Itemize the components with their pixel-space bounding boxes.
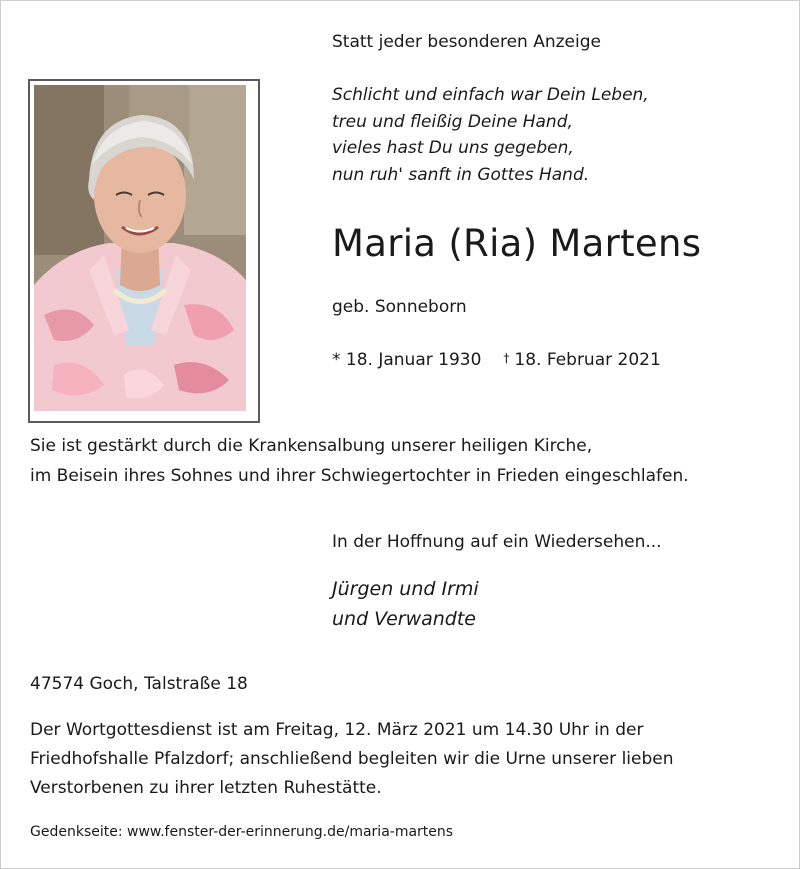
death-cross-symbol: † [503, 351, 510, 365]
death-date: 18. Februar 2021 [514, 350, 661, 370]
portrait-photo-frame [28, 79, 260, 423]
signer-line: Jürgen und Irmi [332, 578, 479, 600]
service-info [30, 716, 674, 803]
poem-line: treu und fleißig Deine Hand, [332, 111, 573, 132]
poem [332, 82, 649, 188]
life-dates [332, 350, 661, 370]
statement-line: im Beisein ihres Sohnes und ihrer Schwiegertochter in Frieden eingeschlafen. [30, 465, 689, 486]
birth-date: * 18. Januar 1930 [332, 350, 482, 370]
poem-line: nun ruh' sanft in Gottes Hand. [332, 164, 590, 185]
poem-line: vieles hast Du uns gegeben, [332, 138, 574, 158]
notice-header: Statt jeder besonderen Anzeige [332, 32, 601, 52]
statement [30, 432, 689, 491]
birth-name: geb. Sonneborn [332, 297, 467, 317]
service-line: Verstorbenen zu ihrer letzten Ruhestätte. [30, 778, 382, 798]
poem-line: Schlicht und einfach war Dein Leben, [332, 85, 649, 105]
signer-line: und Verwandte [332, 608, 476, 630]
memorial-page-link[interactable]: Gedenkseite: www.fenster-der-erinnerung.de/maria-martens [30, 824, 454, 840]
address: 47574 Goch, Talstraße 18 [30, 674, 248, 694]
service-line: Der Wortgottesdienst ist am Freitag, 12. März 2021 um 14.30 Uhr in der [30, 720, 644, 740]
signers [332, 574, 479, 634]
service-line: Friedhofshalle Pfalzdorf; anschließend begleiten wir die Urne unserer lieben [30, 749, 674, 769]
hope-line: In der Hoffnung auf ein Wiedersehen... [332, 532, 662, 552]
portrait-photo [34, 85, 246, 411]
statement-line: Sie ist gestärkt durch die Krankensalbung unserer heiligen Kirche, [30, 436, 593, 456]
portrait-illustration [34, 85, 246, 411]
deceased-name: Maria (Ria) Martens [332, 222, 702, 265]
